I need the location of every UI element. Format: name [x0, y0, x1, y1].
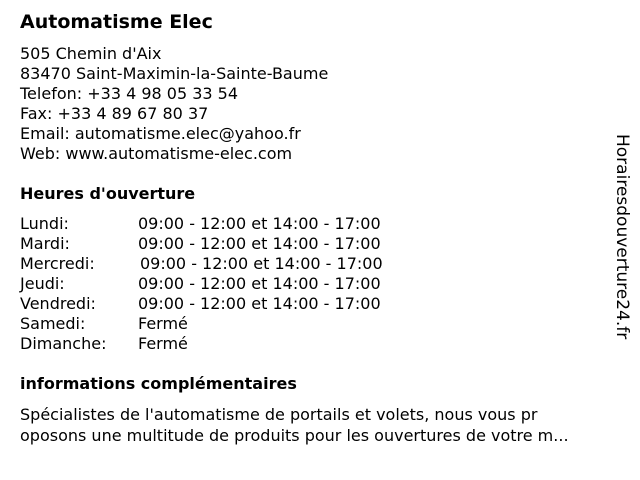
day-hours: Fermé	[138, 334, 188, 353]
email-line: Email: automatisme.elec@yahoo.fr	[20, 124, 301, 143]
day-hours: 09:00 - 12:00 et 14:00 - 17:00	[138, 294, 381, 313]
watermark-brand: Horairesdouverture24.fr	[612, 134, 632, 340]
web-line: Web: www.automatisme-elec.com	[20, 144, 293, 163]
day-label: Samedi:	[20, 314, 86, 333]
day-hours: Fermé	[138, 314, 188, 333]
day-label: Lundi:	[20, 214, 69, 233]
contact-block	[20, 44, 328, 164]
address-line-2: 83470 Saint-Maximin-la-Sainte-Baume	[20, 64, 329, 83]
business-name: Automatisme Elec	[20, 11, 213, 33]
opening-hours-heading: Heures d'ouverture	[20, 184, 196, 203]
additional-info-heading: informations complémentaires	[20, 374, 297, 393]
description	[20, 404, 620, 446]
day-hours: 09:00 - 12:00 et 14:00 - 17:00	[138, 274, 381, 293]
address-line-1: 505 Chemin d'Aix	[20, 44, 162, 63]
fax-line: Fax: +33 4 89 67 80 37	[20, 104, 209, 123]
day-label: Dimanche:	[20, 334, 107, 353]
day-label: Jeudi:	[20, 274, 65, 293]
phone-line: Telefon: +33 4 98 05 33 54	[20, 84, 239, 103]
day-label: Vendredi:	[20, 294, 96, 313]
description-line-2: oposons une multitude de produits pour les ouvertures de votre m...	[20, 426, 569, 445]
day-hours: 09:00 - 12:00 et 14:00 - 17:00	[138, 214, 381, 233]
day-label: Mercredi:	[20, 254, 95, 273]
day-label: Mardi:	[20, 234, 70, 253]
day-hours: 09:00 - 12:00 et 14:00 - 17:00	[138, 234, 381, 253]
day-hours: 09:00 - 12:00 et 14:00 - 17:00	[140, 254, 383, 273]
description-line-1: Spécialistes de l'automatisme de portails et volets, nous vous pr	[20, 405, 538, 424]
